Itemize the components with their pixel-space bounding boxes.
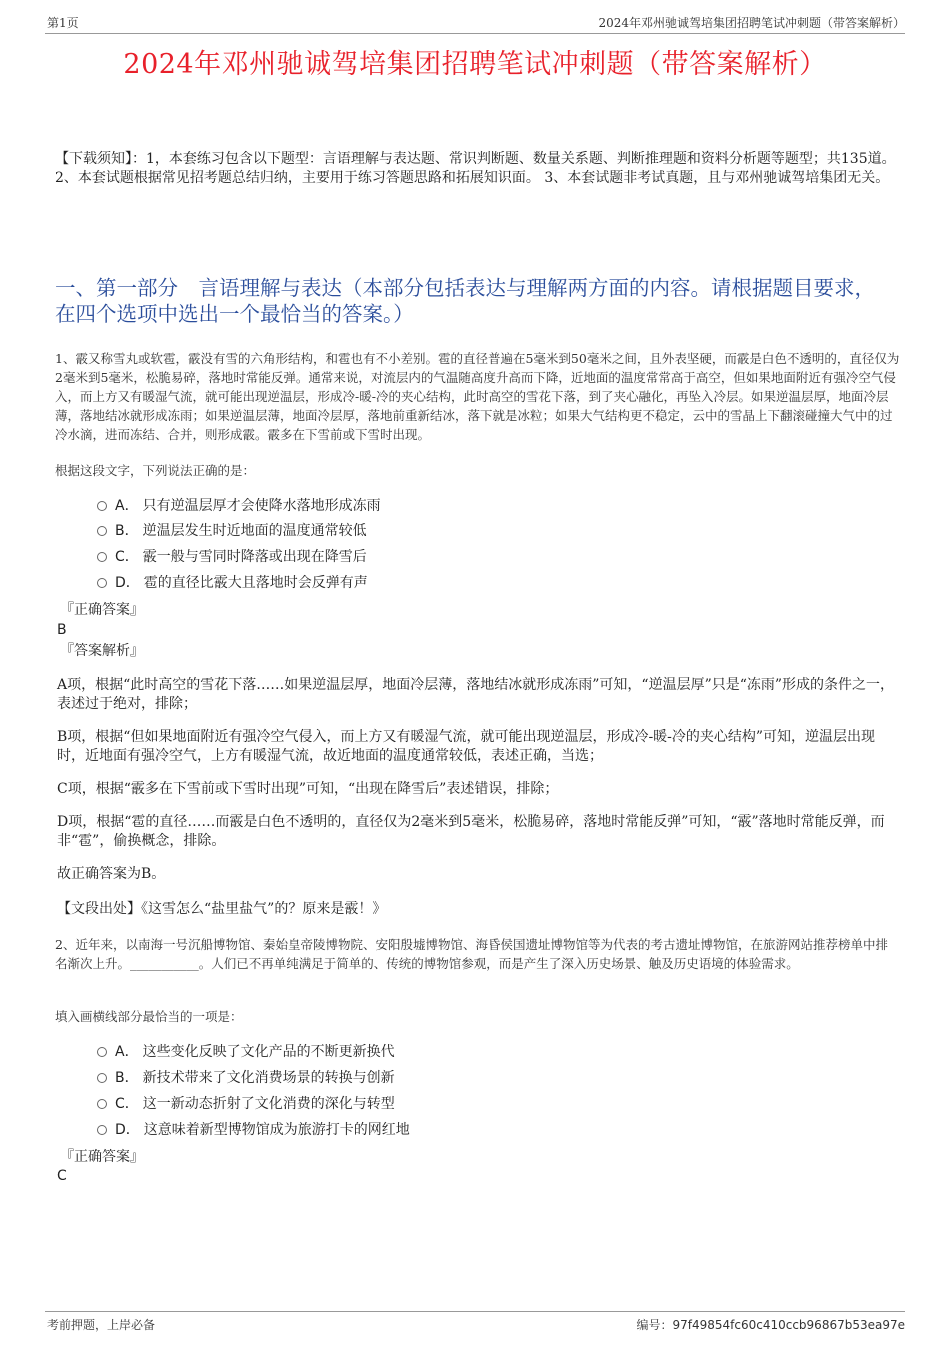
q2-passage: 2、近年来，以南海一号沉船博物馆、秦始皇帝陵博物院、安阳殷墟博物馆、海昏侯国遗址博物馆等为代表的考古遗址博物馆，在旅游网站推荐榜单中排名渐次上升。___________。人们已不再单纯满足于简单的、传统的博物馆参观，而是产生了深入历史场景、触及历史语境的体验需求。 bbox=[55, 937, 888, 971]
download-notice: 【下载须知】：1，本套练习包含以下题型：言语理解与表达题、常识判断题、数量关系题、判断推理题和资料分析题等题型；共135道。 2、本套试题根据常见招考题总结归纳，主要用于练习答题思路和拓展知识面。 3、本套试题非考试真题，且与邓州驰诚驾培集团无关。 bbox=[55, 151, 896, 186]
radio-icon[interactable] bbox=[97, 1125, 107, 1135]
q1-option-b[interactable]: B． 逆温层发生时近地面的温度通常较低 bbox=[97, 521, 367, 541]
q1-answer-label: 『正确答案』 bbox=[60, 602, 144, 618]
q2-option-b[interactable]: B． 新技术带来了文化消费场景的转换与创新 bbox=[97, 1068, 395, 1088]
radio-icon[interactable] bbox=[97, 501, 107, 511]
q1-source: 【文段出处】《这雪怎么“盐里盐气”的？原来是霰！》 bbox=[57, 901, 387, 917]
footer-rule bbox=[45, 1311, 905, 1312]
q1-option-d[interactable]: D． 雹的直径比霰大且落地时会反弹有声 bbox=[97, 573, 368, 593]
q1-option-a[interactable]: A． 只有逆温层厚才会使降水落地形成冻雨 bbox=[97, 496, 381, 516]
q2-option-d[interactable]: D． 这意味着新型博物馆成为旅游打卡的网红地 bbox=[97, 1120, 410, 1140]
footer-code: 编号：97f49854fc60c410ccb96867b53ea97e bbox=[636, 1318, 905, 1332]
q2-answer: C bbox=[57, 1168, 67, 1184]
q2-answer-label: 『正确答案』 bbox=[60, 1149, 144, 1165]
q1-option-c[interactable]: C． 霰一般与雪同时降落或出现在降雪后 bbox=[97, 547, 367, 567]
q1-analysis-d: D项，根据“雹的直径……而霰是白色不透明的，直径仅为2毫米到5毫米，松脆易碎，落地时常能反弹”可知，“霰”落地时常能反弹，而非“雹”，偷换概念，排除。 bbox=[57, 814, 885, 849]
q1-analysis-b: B项，根据“但如果地面附近有强冷空气侵入，而上方又有暖湿气流，就可能出现逆温层，形成冷-暖-冷的夹心结构”可知，逆温层出现时，近地面有强冷空气，上方有暖湿气流，故近地面的温度通常较低，表述正确，当选； bbox=[57, 729, 876, 764]
q2-prompt: 填入画横线部分最恰当的一项是： bbox=[55, 1009, 243, 1024]
section-heading: 一、第一部分 言语理解与表达（本部分包括表达与理解两方面的内容。请根据题目要求，在四个选项中选出一个最恰当的答案。） bbox=[55, 276, 875, 326]
q2-option-c[interactable]: C． 这一新动态折射了文化消费的深化与转型 bbox=[97, 1094, 395, 1114]
q1-prompt: 根据这段文字，下列说法正确的是： bbox=[55, 463, 256, 478]
radio-icon[interactable] bbox=[97, 1073, 107, 1083]
page-title: 2024年邓州驰诚驾培集团招聘笔试冲刺题（带答案解析） bbox=[123, 49, 827, 80]
header-rule bbox=[45, 33, 905, 34]
q1-passage: 1、霰又称雪丸或软雹，霰没有雪的六角形结构，和雹也有不小差别。雹的直径普遍在5毫米到50毫米之间，且外表坚硬，而霰是白色不透明的，直径仅为2毫米到5毫米，松脆易碎，落地时常能反弹。通常来说，对流层内的气温随高度升高而下降，近地面的温度常常高于高空，但如果地面附近有强冷空气侵入，而上方又有暖湿气流，就可能出现逆温层，形成冷-暖-冷的夹心结构，此时高空的雪花下落，到了夹心融化，再坠入冷层。如果逆温层厚，地面冷层薄，落地结冰就形成冻雨；如果逆温层薄，地面冷层厚，落地前重新结冰，落下就是冰粒；如果大气结构更不稳定，云中的雪晶上下翻滚碰撞大气中的过冷水滴，进而冻结、合并，则形成霰。霰多在下雪前或下雪时出现。 bbox=[55, 351, 900, 442]
footer-slogan: 考前押题，上岸必备 bbox=[47, 1318, 156, 1332]
page-number: 第1页 bbox=[47, 16, 79, 30]
radio-icon[interactable] bbox=[97, 526, 107, 536]
running-header-title: 2024年邓州驰诚驾培集团招聘笔试冲刺题（带答案解析） bbox=[598, 16, 905, 30]
q1-analysis-c: C项，根据“霰多在下雪前或下雪时出现”可知，“出现在降雪后”表述错误，排除； bbox=[57, 781, 559, 797]
q1-answer: B bbox=[57, 622, 67, 638]
radio-icon[interactable] bbox=[97, 552, 107, 562]
q1-analysis-label: 『答案解析』 bbox=[60, 643, 144, 659]
q1-conclusion: 故正确答案为B。 bbox=[57, 866, 166, 882]
radio-icon[interactable] bbox=[97, 1047, 107, 1057]
radio-icon[interactable] bbox=[97, 578, 107, 588]
q2-option-a[interactable]: A． 这些变化反映了文化产品的不断更新换代 bbox=[97, 1042, 395, 1062]
radio-icon[interactable] bbox=[97, 1099, 107, 1109]
q1-analysis-a: A项，根据“此时高空的雪花下落……如果逆温层厚，地面冷层薄，落地结冰就形成冻雨”可知，“逆温层厚”只是“冻雨”形成的条件之一，表述过于绝对，排除； bbox=[57, 677, 895, 712]
